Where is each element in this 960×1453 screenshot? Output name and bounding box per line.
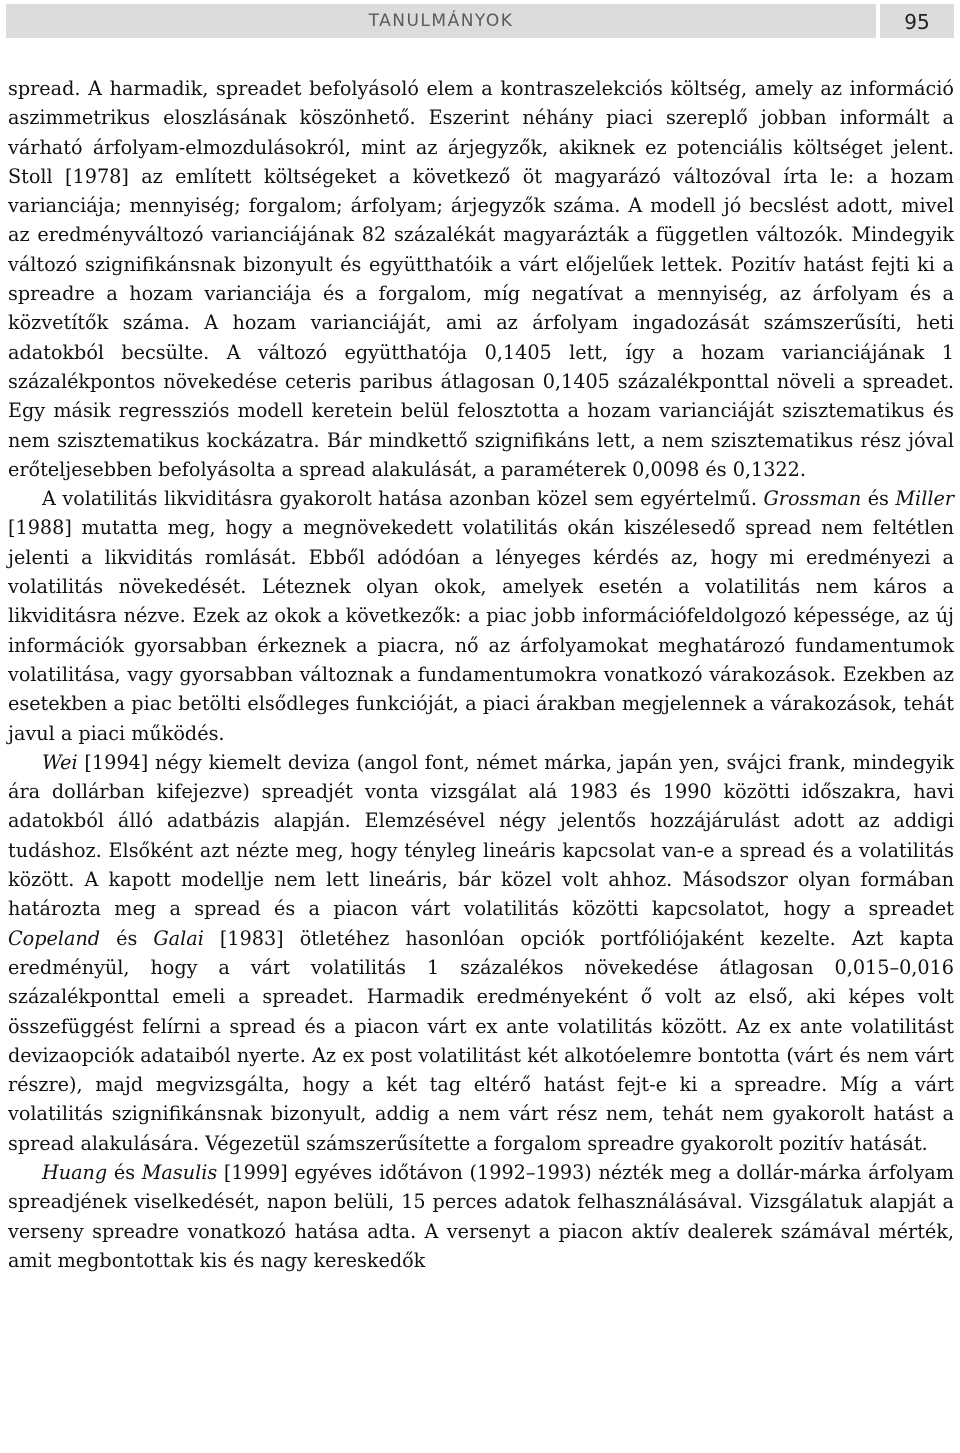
cited-author: Galai (153, 926, 204, 950)
paragraph (8, 748, 954, 1158)
text-run: [1999] egyéves időtávon (1992–1993) nézték meg a dollár-márka árfolyam spreadjének viselkedését, napon belüli, 15 perces adatok felhasználásával. Vizsgálatuk alapját a verseny spreadre vonatkozó hatása adta. A versenyt a piacon aktív dealerek számával mérték, amit megbontottak kis és nagy kereskedők (8, 1160, 954, 1272)
text-run: A volatilitás likviditásra gyakorolt hatása azonban közel sem egyértelmű. (42, 487, 764, 511)
paragraph (8, 74, 954, 484)
paragraph (8, 1158, 954, 1275)
text-run: és (861, 487, 896, 511)
text-run: spread. A harmadik, spreadet befolyásoló elem a kontraszelekciós költség, amely az információ aszimmetrikus eloszlásának köszönhető. Eszerint néhány piaci szereplő jobban informált a várható árfolyam-elmozdulásokról, mint az árjegyzők, akiknek ez potenciális költséget jelent. Stoll [1978] az említett költségeket a következő öt magyarázó változóval írta le: a hozam varianciája; mennyiség; forgalom; árfolyam; árjegyzők száma. A modell jó becslést adott, mivel az eredményváltozó varianciájának 82 százalékát magyarázták a független változók. Mindegyik változó szignifikánsnak bizonyult és együtthatóik a várt előjelűek lettek. Pozitív hatást fejti ki a spreadre a hozam varianciája és a forgalom, míg negatívat a mennyiség, az árfolyam és a közvetítők száma. A hozam varianciáját, ami az árfolyam ingadozását számszerűsíti, heti adatokból becsülte. A változó együtthatója 0,1405 lett, így a hozam varianciájának 1 százalékpontos növekedése ceteris paribus átlagosan 0,1405 százalékponttal növeli a spreadet. Egy másik regressziós modell keretein belül felosztotta a hozam varianciáját szisztematikus és nem szisztematikus kockázatra. Bár mindkettő szignifikáns lett, a nem szisztematikus rész jóval erőteljesebben befolyásolta a spread alakulását, a paraméterek 0,0098 és 0,1322. (8, 77, 954, 481)
page-number: 95 (880, 4, 954, 38)
section-title: TANULMÁNYOK (6, 4, 876, 38)
cited-author: Masulis (141, 1160, 218, 1184)
text-run: [1994] négy kiemelt deviza (angol font, német márka, japán yen, svájci frank, mindegyik ára dollárban kifejezve) spreadjét vonta vizsgálat alá 1983 és 1990 közötti időszakra, havi adatokból álló adatbázis alapján. Elemzésével négy jelentős hozzájárulást adott az addigi tudáshoz. Elsőként azt nézte meg, hogy tényleg lineáris kapcsolat van-e a spread és a volatilitás között. A kapott modellje nem lett lineáris, bár közel volt ahhoz. Másodszor olyan formában határozta meg a spread és a piacon várt volatilitás közötti kapcsolatot, hogy a spreadet (8, 750, 954, 921)
text-run: és (100, 926, 154, 950)
running-header (6, 4, 954, 38)
text-run: [1988] mutatta meg, hogy a megnövekedett volatilitás okán kiszélesedő spread nem feltétlen jelenti a likviditás romlását. Ebből adódóan a lényeges kérdés az, hogy mi eredményezi a volatilitás növekedését. Léteznek olyan okok, amelyek esetén a volatilitás nem káros a likviditásra nézve. Ezek az okok a következők: a piac jobb információfeldolgozó képessége, az új információk gyorsabban érkeznek a piacra, nő az árfolyamokat meghatározó fundamentumok volatilitása, vagy gyorsabban változnak a fundamentumokra vonatkozó várakozások. Ezekben az esetekben a piac betölti elsődleges funkcióját, a piaci árakban megjelennek a várakozások, tehát javul a piaci működés. (8, 516, 954, 745)
article-body (8, 74, 954, 1275)
cited-author: Grossman (763, 487, 862, 511)
cited-author: Copeland (8, 926, 101, 950)
cited-author: Wei (42, 750, 78, 774)
paragraph (8, 484, 954, 748)
text-run: [1983] ötletéhez hasonlóan opciók portfóliójaként kezelte. Azt kapta eredményül, hogy a várt volatilitás 1 százalékos növekedése átlagosan 0,015–0,016 százalékponttal emeli a spreadet. Harmadik eredményeként ő volt az első, aki képes volt összefüggést felírni a spread és a piacon várt ex ante volatilitás között. Az ex ante volatilitást devizaopciók adataiból nyerte. Az ex post volatilitást két alkotóelemre bontotta (várt és nem várt részre), majd megvizsgálta, hogy a két tag eltérő hatást fejt-e ki a spreadre. Míg a várt volatilitás szignifikánsnak bizonyult, addig a nem várt rész nem, tehát nem gyakorolt hatást a spread alakulására. Végezetül számszerűsítette a forgalom spreadre gyakorolt pozitív hatását. (8, 926, 954, 1155)
cited-author: Huang (42, 1160, 108, 1184)
text-run: és (107, 1160, 142, 1184)
cited-author: Miller (895, 487, 954, 511)
